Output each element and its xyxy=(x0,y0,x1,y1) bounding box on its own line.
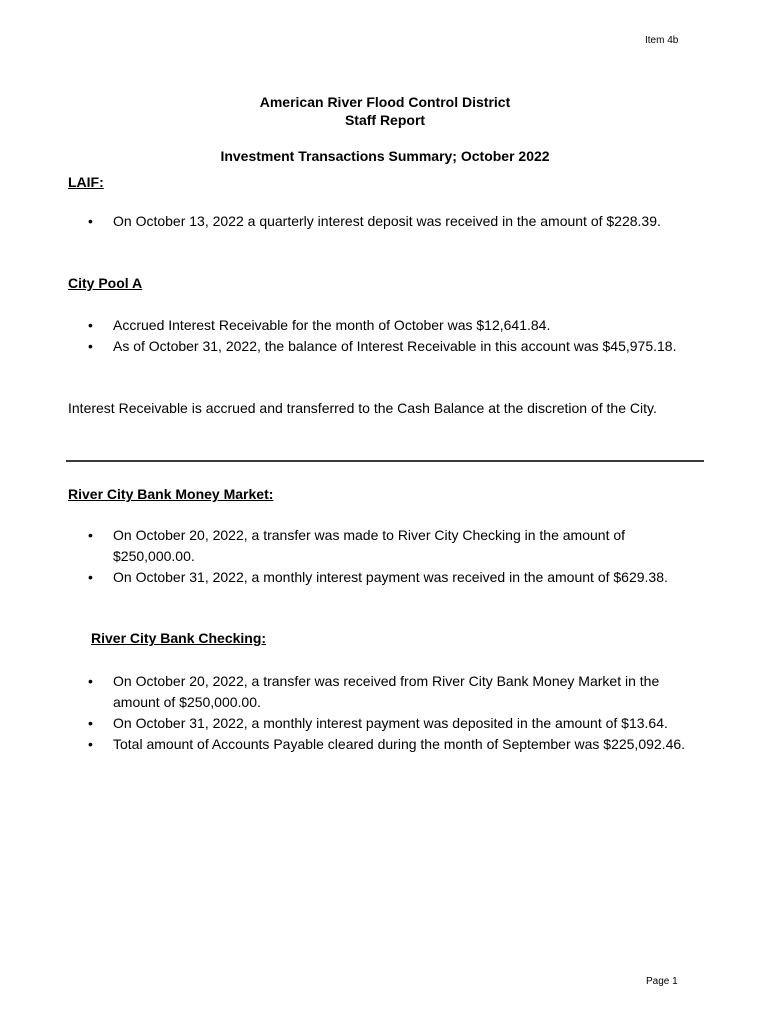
laif-heading: LAIF: xyxy=(68,174,104,190)
money-market-list xyxy=(68,525,688,588)
list-item: • On October 31, 2022, a monthly interest payment was deposited in the amount of $13.64. xyxy=(68,713,688,734)
checking-heading: River City Bank Checking: xyxy=(91,630,267,646)
money-market-heading: River City Bank Money Market: xyxy=(68,486,274,502)
list-item: • Total amount of Accounts Payable cleared during the month of September was $225,092.46. xyxy=(68,734,688,755)
city-pool-list xyxy=(68,315,688,357)
list-item: • On October 20, 2022, a transfer was made to River City Checking in the amount of $250,000.00. xyxy=(68,525,688,567)
page-number: Page 1 xyxy=(646,976,678,987)
city-pool-note: Interest Receivable is accrued and transferred to the Cash Balance at the discretion of the City. xyxy=(68,400,657,416)
checking-list xyxy=(68,671,688,755)
section-divider xyxy=(66,460,704,462)
org-title: American River Flood Control District xyxy=(259,94,511,110)
list-item: • On October 20, 2022, a transfer was received from River City Bank Money Market in the amount of $250,000.00. xyxy=(68,671,688,713)
item-tag: Item 4b xyxy=(645,35,679,46)
report-title: Staff Report xyxy=(344,112,426,128)
list-item: • On October 13, 2022 a quarterly interest deposit was received in the amount of $228.39. xyxy=(68,211,688,232)
list-item: • On October 31, 2022, a monthly interest payment was received in the amount of $629.38. xyxy=(68,567,688,588)
summary-title: Investment Transactions Summary; October 2022 xyxy=(220,148,550,164)
laif-list xyxy=(68,211,688,232)
list-item: • As of October 31, 2022, the balance of Interest Receivable in this account was $45,975.18. xyxy=(68,336,688,357)
list-item: • Accrued Interest Receivable for the month of October was $12,641.84. xyxy=(68,315,688,336)
city-pool-heading: City Pool A xyxy=(68,275,143,291)
